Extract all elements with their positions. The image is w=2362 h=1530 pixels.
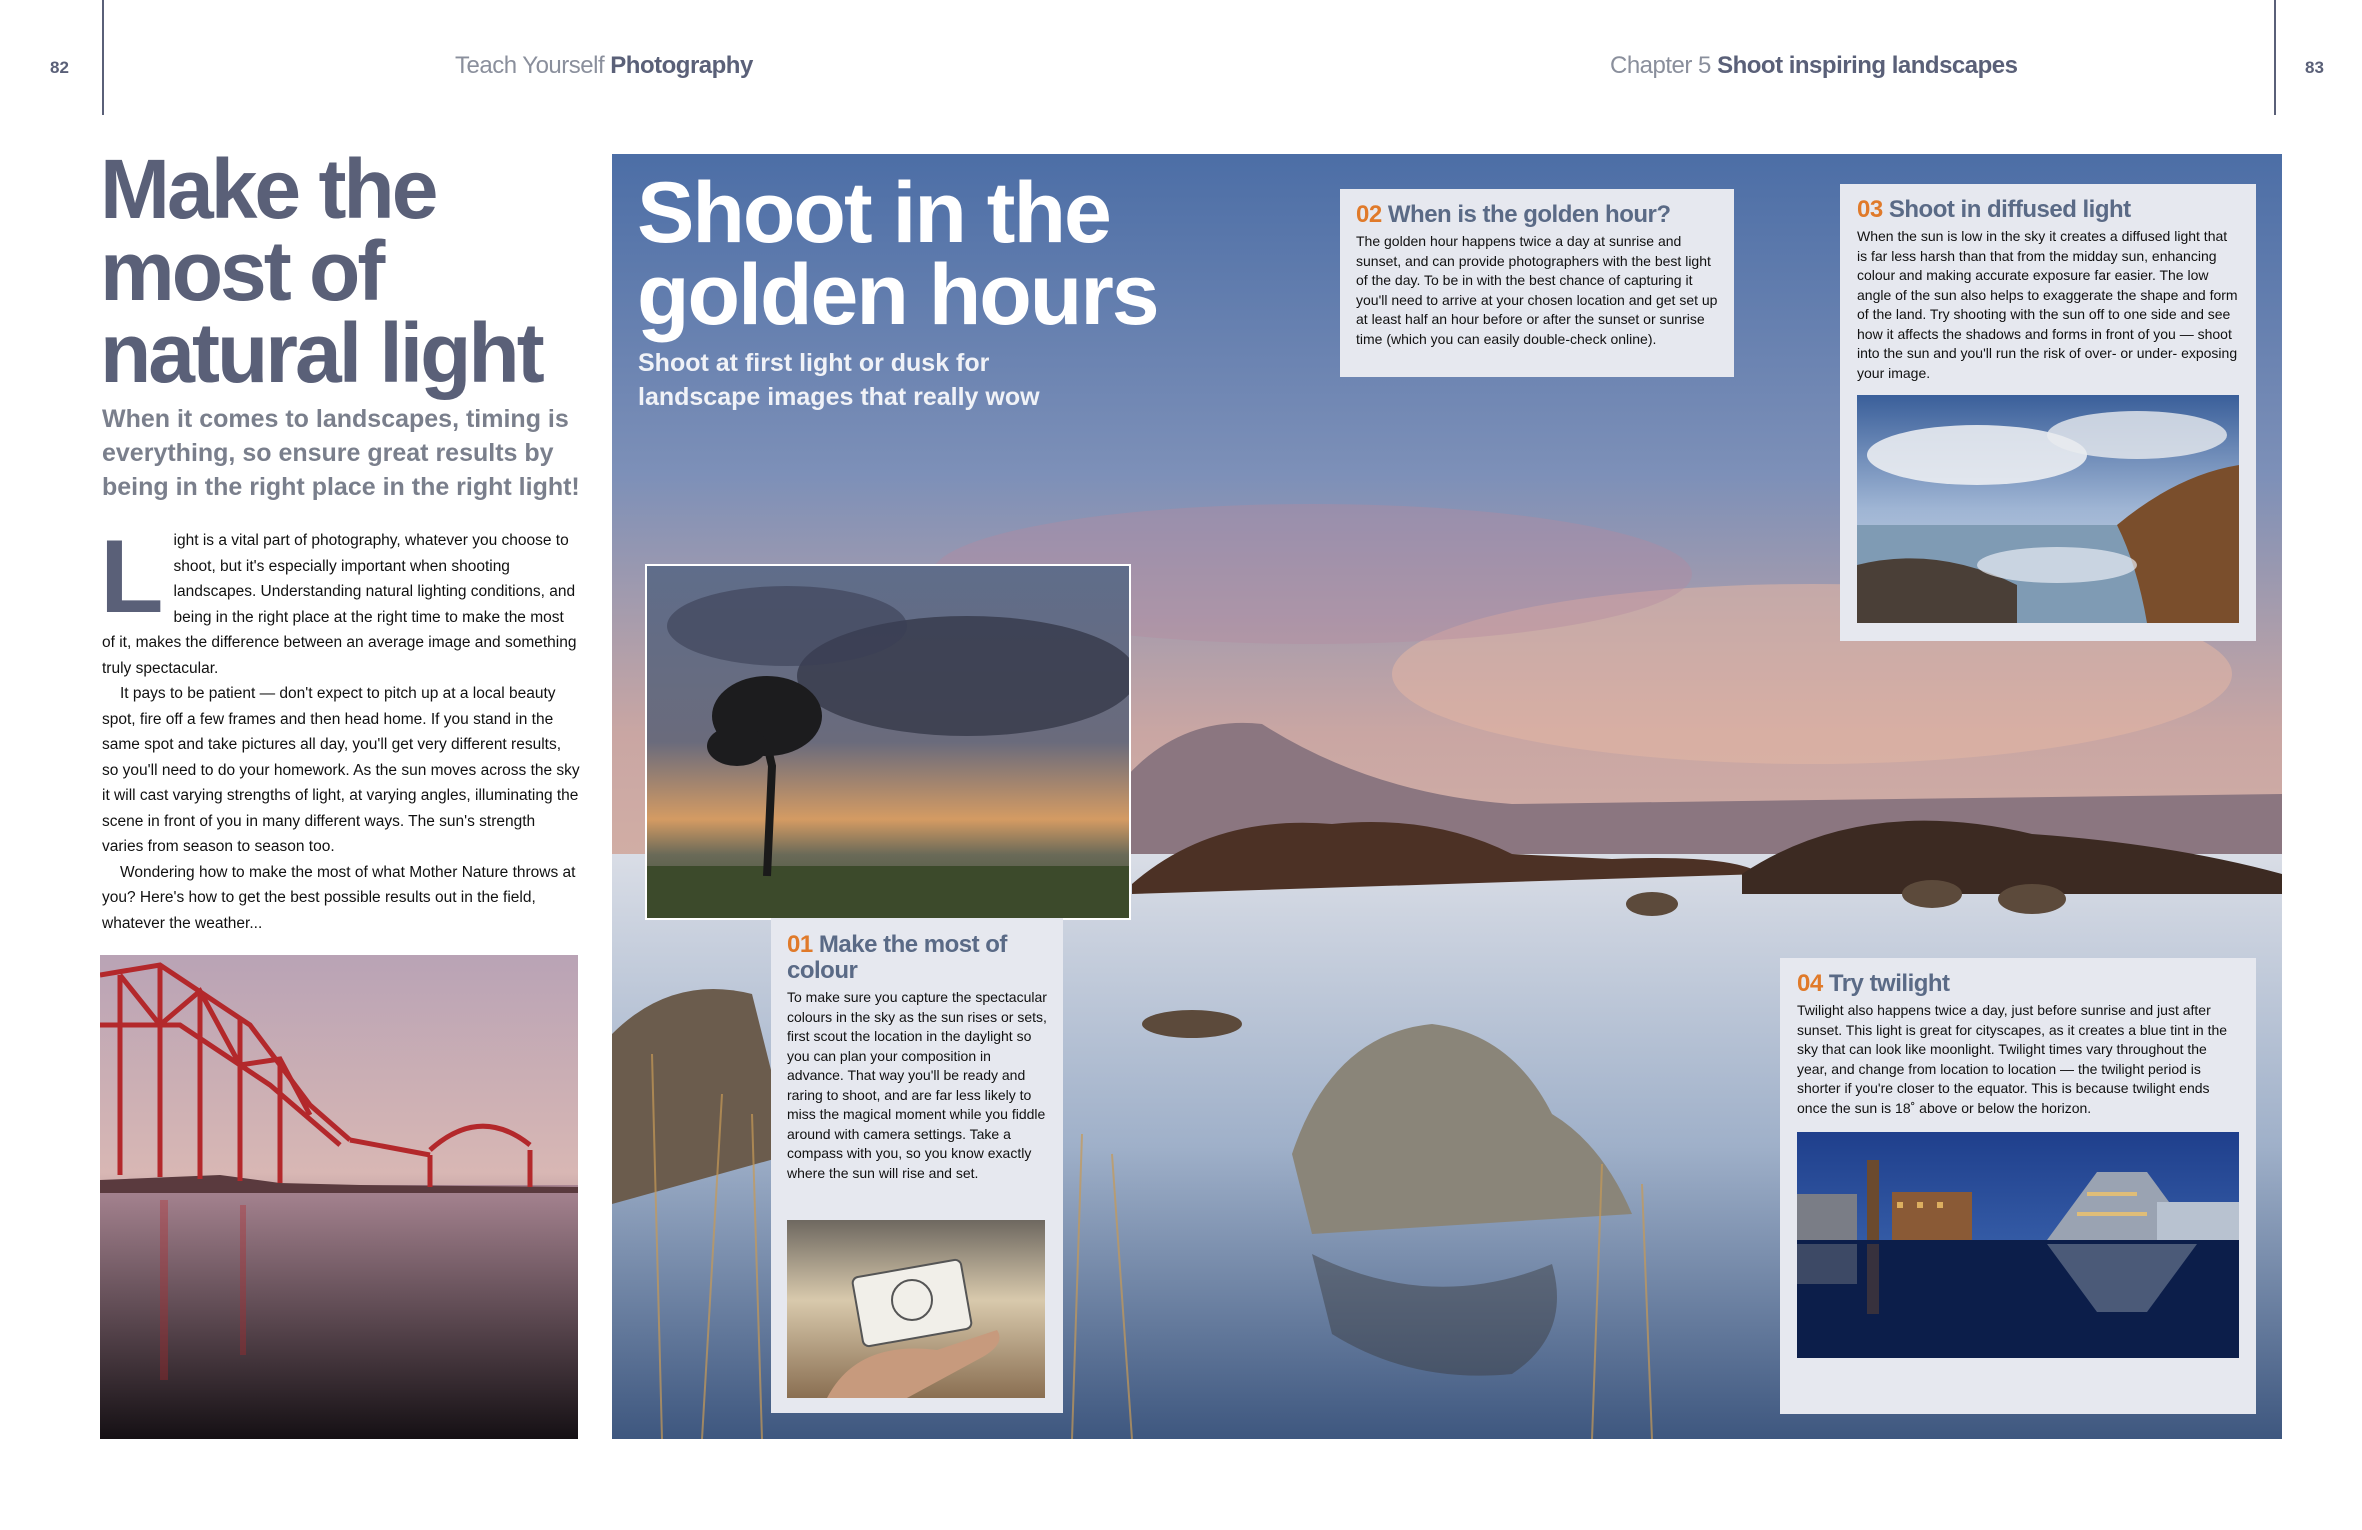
running-head-chapter-title: Shoot inspiring landscapes <box>1717 52 2018 79</box>
right-running-head <box>1610 52 2017 80</box>
article-title: Make the most of natural light <box>100 142 542 400</box>
hero-subtitle: Shoot at first light or dusk for landscape images that really wow <box>638 349 1040 411</box>
tip-heading <box>1857 197 2239 223</box>
drop-cap: L <box>100 519 164 635</box>
paragraph-text: ight is a vital part of photography, whatever you choose to shoot, but it's especially important when shooting landscapes. Understanding natural lighting conditions, and being in the right place at the right time to make the most of it, makes the difference between an average image and something truly spectacular. <box>102 532 577 677</box>
tip-heading <box>1797 971 2239 997</box>
cityscape-twilight-photo <box>1797 1132 2239 1358</box>
running-head-series: Teach Yourself <box>455 52 611 79</box>
body-paragraph <box>100 519 580 681</box>
body-paragraph: It pays to be patient — don't expect to pitch up at a local beauty spot, fire off a few frames and then head home. If you stand in the same spot and take pictures all day, you'll get very different results, so you'll need to do your homework. As the sun moves across the sky it will cast varying strengths of light, at varying angles, illuminating the scene in front of you in many different ways. The sun's strength varies from season to season too. <box>102 685 580 855</box>
tip-box-03 <box>1840 184 2256 641</box>
tip-text: To make sure you capture the spectacular colours in the sky as the sun rises or sets, first scout the location in the daylight so you can plan your composition in advance. That way you'll be ready and raring to shoot, and are far less likely to miss the magical moment while you fiddle around with camera settings. Take a compass with you, so you know exactly where the sun will rise and set. <box>787 989 1047 1181</box>
right-page-number: 83 <box>2305 58 2324 77</box>
body-paragraph: Wondering how to make the most of what Mother Nature throws at you? Here's how to get the best possible results out in the field, whatever the weather... <box>102 863 576 932</box>
left-header-rule <box>102 0 104 115</box>
tip-heading <box>1356 202 1718 228</box>
tip-box-04 <box>1780 958 2256 1414</box>
bridge-photo <box>100 955 578 1439</box>
tip-title: Try twilight <box>1828 970 1950 997</box>
left-running-head <box>455 52 753 80</box>
tip-number: 02 <box>1356 201 1382 228</box>
running-head-chapter: Chapter 5 <box>1610 52 1718 79</box>
tip-title: Make the most of colour <box>787 931 1007 984</box>
left-page-number: 82 <box>50 58 69 77</box>
tip-box-01 <box>771 918 1063 1413</box>
tip-title: Shoot in diffused light <box>1888 196 2131 223</box>
tip-text: The golden hour happens twice a day at sunrise and sunset, and can provide photographers with the best light of the day. To be in with the best chance of capturing it you'll need to arrive at your chosen location and get set up at least half an hour before or after the sunset or sunrise time (which you can easily double-check online). <box>1356 233 1718 347</box>
tip-text: Twilight also happens twice a day, just before sunrise and just after sunset. This light is great for cityscapes, as it creates a blue tint in the sky that can look like moonlight. Twilight times vary throughout the year, and change from location to location — the twilight period is shorter if you're closer to the equator. This is because twilight ends once the sun is 18˚ above or below the horizon. <box>1797 1002 2228 1116</box>
tip-title: When is the golden hour? <box>1387 201 1671 228</box>
article-body <box>100 519 580 936</box>
tip-number: 03 <box>1857 196 1883 223</box>
hero-title: Shoot in the golden hours <box>637 165 1158 343</box>
coast-photo <box>1857 395 2239 623</box>
right-header-rule <box>2274 0 2276 115</box>
running-head-book: Photography <box>610 52 753 79</box>
tip-box-02 <box>1340 189 1734 377</box>
tip-number: 01 <box>787 931 813 958</box>
tree-sunset-photo <box>645 564 1131 920</box>
article-standfirst: When it comes to landscapes, timing is everything, so ensure great results by being in the right place in the right light! <box>102 405 580 501</box>
tip-text: When the sun is low in the sky it creates a diffused light that is far less harsh than that from the midday sun, enhancing colour and making accurate exposure far easier. The low angle of the sun also helps to exaggerate the shape and form of the land. Try shooting with the sun off to one side and see how it affects the shadows and forms in front of you — shoot into the sun and you'll run the risk of over- or under- exposing your image. <box>1857 228 2238 381</box>
tip-heading <box>787 932 1047 984</box>
compass-photo <box>787 1220 1045 1398</box>
tip-number: 04 <box>1797 970 1823 997</box>
